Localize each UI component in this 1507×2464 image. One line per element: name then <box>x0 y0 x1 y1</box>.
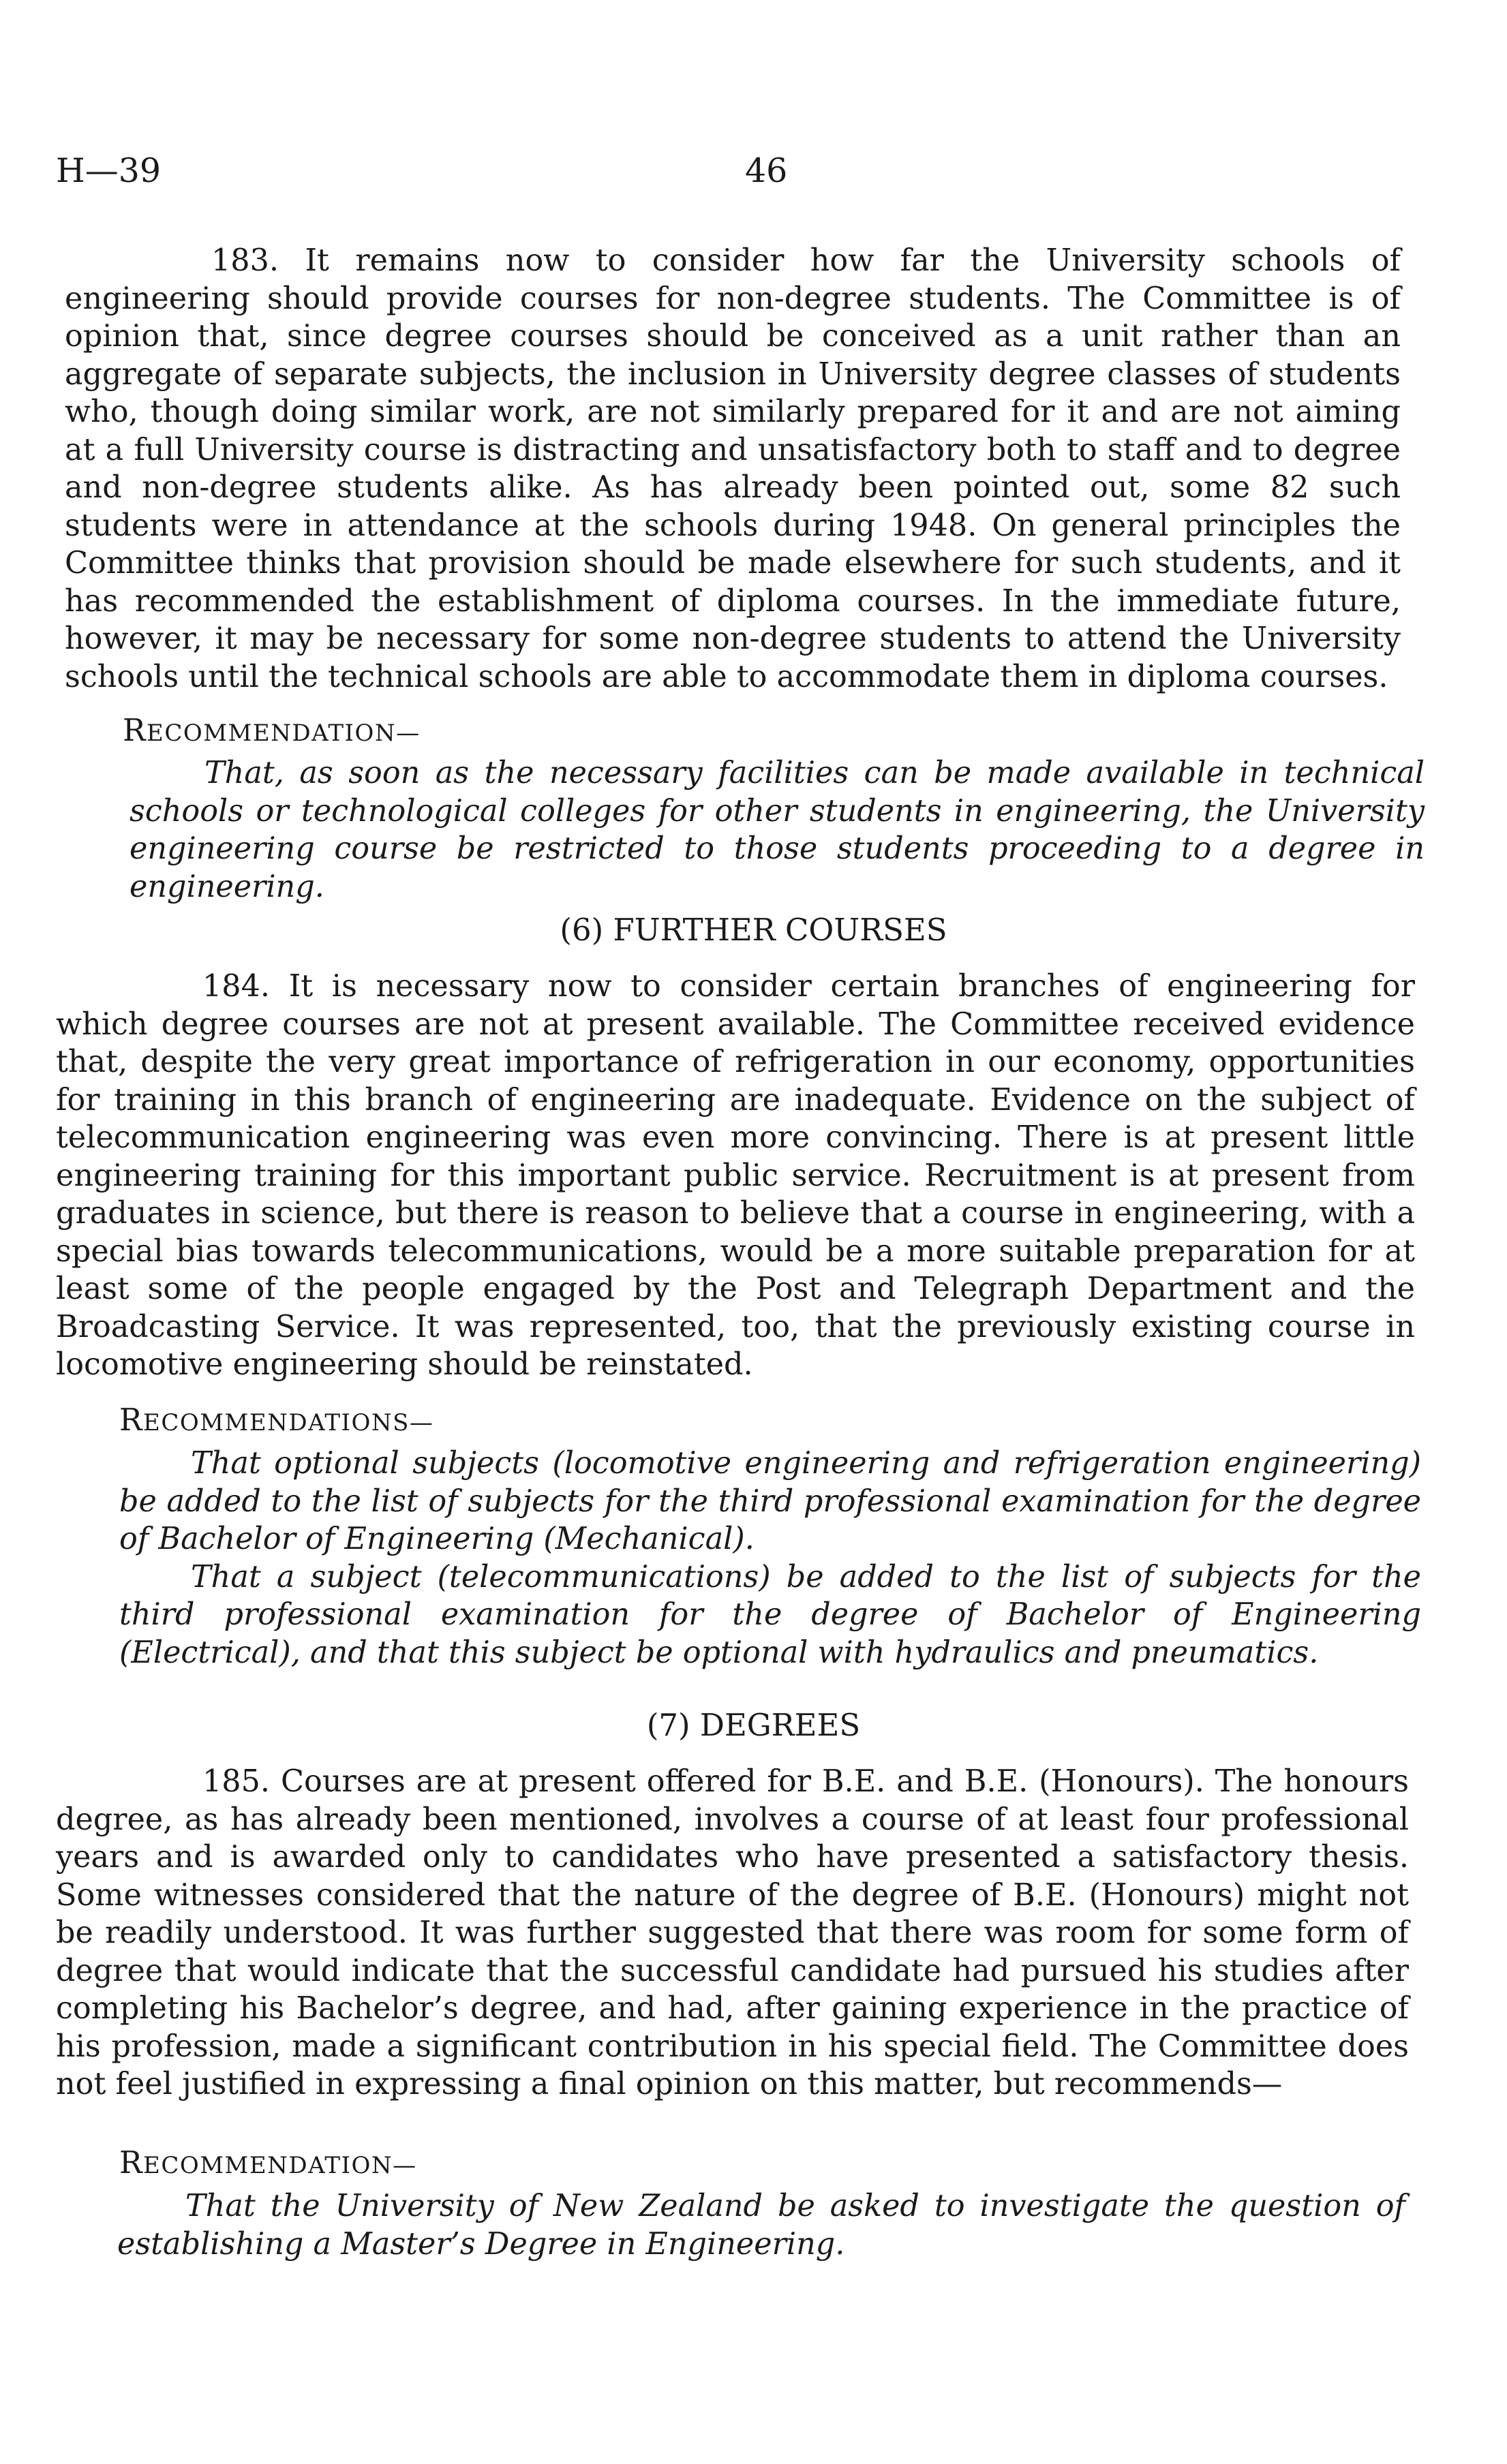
recommendation-label-rest: ECOMMENDATION— <box>147 720 421 747</box>
recommendation-item-mechanical: That optional subjects (locomotive engineering and refrigeration engineering) be added to the list of subjects for the third professional examination for the degree of Bachelor of Engineering (Mechanical). <box>119 1446 1421 1556</box>
recommendation-list-2 <box>119 1445 1421 1672</box>
paragraph-185: 185. Courses are at present offered for B.E. and B.E. (Honours). The honours degree, as has already been mentioned, involves a course of at least four professional years and is awarded only to candidates who have presented a satisfactory thesis. Some witnesses considered that the nature of the degree of B.E. (Honours) might not be readily understood. It was further suggested that there was room for some form of degree that would indicate that the successful candidate had pursued his studies after completing his Bachelor’s degree, and had, after gaining experience in the practice of his profession, made a significant contribution in his special field. The Committee does not feel justified in expressing a final opinion on this matter, but recommends— <box>56 1764 1409 2101</box>
section-heading-further-courses: (6) FURTHER COURSES <box>560 912 947 948</box>
recommendation-label-rest: ECOMMENDATION— <box>143 2152 417 2179</box>
paragraph-183: 183. It remains now to consider how far the University schools of engineering should provide courses for non-degree students. The Committee is of opinion that, since degree courses should be conceived as a unit rather than an aggregate of separate subjects, the inclusion in University degree classes of students who, though doing similar work, are not similarly prepared for it and are not aiming at a full University course is distracting and unsatisfactory both to staff and to degree and non-degree students alike. As has already been pointed out, some 82 such students were in attendance at the schools during 1948. On general principles the Committee thinks that provision should be made elsewhere for such students, and it has recommended the establishment of diploma courses. In the immediate future, however, it may be necessary for some non-degree students to attend the University schools until the technical schools are able to accommodate them in diploma courses. <box>65 243 1401 694</box>
paragraph-184: 184. It is necessary now to consider certain branches of engineering for which degree courses are not at present available. The Committee received evidence that, despite the very great importance of refrigeration in our economy, opportunities for training in this branch of engineering are inadequate. Evidence on the subject of telecommunication engineering was even more convincing. There is at present little engineering training for this important public service. Recruitment is at present from graduates in science, but there is reason to believe that a course in engineering, with a special bias towards telecommunications, would be a more suitable preparation for at least some of the people engaged by the Post and Telegraph Department and the Broadcasting Service. It was represented, too, that the previously existing course in locomotive engineering should be reinstated. <box>56 969 1415 1382</box>
recommendation-label-initial: R <box>119 2146 144 2181</box>
recommendation-label-initial: R <box>123 713 147 748</box>
page-number: 46 <box>745 151 788 190</box>
recommendation-label-initial: R <box>119 1403 144 1438</box>
recommendation-label-3 <box>119 2144 417 2185</box>
recommendation-item-electrical: That a subject (telecommunications) be added to the list of subjects for the third professional examination for the degree of Bachelor of Engineering (Electrical), and that this subject be optional with hydraulics and pneumatics. <box>119 1559 1421 1670</box>
recommendation-label-2 <box>119 1402 433 1442</box>
recommendation-text-1: That, as soon as the necessary facilities can be made available in technical schools or technological colleges for other students in engineering, the University engineering course be restricted to those students proceeding to a degree in engineering. <box>130 756 1425 904</box>
recommendation-text-3: That the University of New Zealand be asked to investigate the question of establishing a Master’s Degree in Engineering. <box>117 2189 1405 2262</box>
recommendation-label-rest: ECOMMENDATIONS— <box>143 1409 434 1436</box>
recommendation-label-1 <box>123 712 421 752</box>
section-heading-degrees: (7) DEGREES <box>646 1707 861 1743</box>
page-series-code: H—39 <box>56 151 162 190</box>
